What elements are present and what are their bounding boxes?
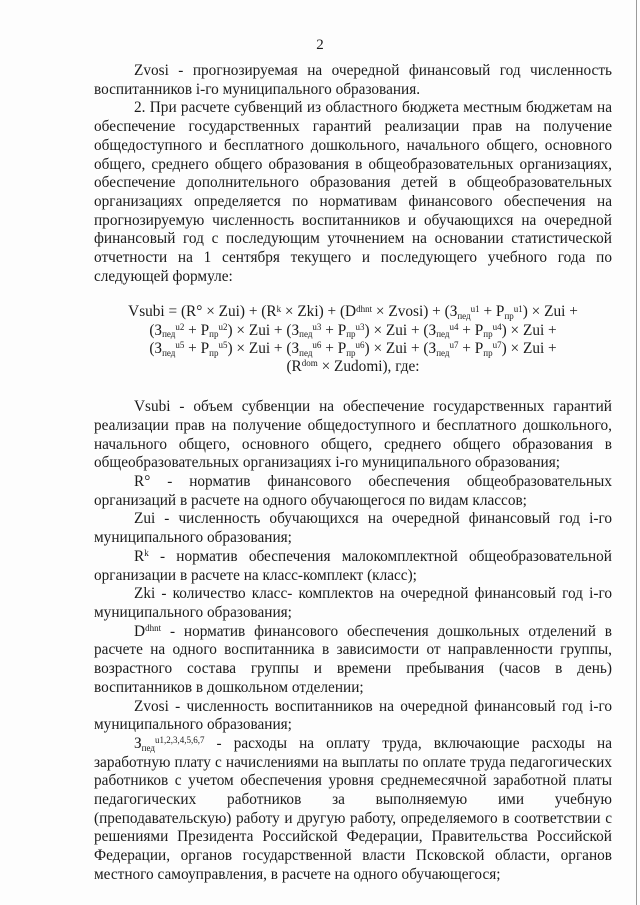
definition-r0: R° - норматив финансового обеспечения общеобразовательных организаций в расчете на одного обучающегося по видам классов;: [94, 473, 612, 509]
definition-zki: Zki - количество класс- комплектов на очередной финансовый год i-го муниципального образования;: [94, 585, 612, 621]
formula-line-4: ($R^{dom}$ × Zudomi), где:: [286, 358, 420, 376]
definition-zped: $З_{пед}^{u1,2,3,4,5,6,7}$ - расходы на оплату труда, включающие расходы на заработную плату с начислениями на выплаты по оплате труда педагогических работников с учетом обеспечения уровня среднемесячной заработной платы педагогических работников за выполняемую ими учебную (преподавательскую) работу и другую работу, определяемого в соответствии с решениями Президента Российской Федерации, Правительства Российской Федерации, органов государственной власти Псковской области, органов местного самоуправления, в расчете на одного обучающегося;: [94, 734, 612, 883]
definition-vsubi: Vsubi - объем субвенции на обеспечение государственных гарантий реализации прав на получение общедоступного и бесплатного дошкольного, начального общего, основного общего, среднего общего образования в общеобразовательных организациях i-го муниципального образования;: [94, 398, 612, 472]
page-number: 2: [316, 37, 324, 53]
definitions-list: [94, 398, 612, 884]
formula-line-1: Vsubi = $(R^\circ \times Zui) + (R^k \times Zki) + (D^{dhnt}$ × Zvosi) + $(З_{пед}^{u1} + Р_{пр}^{u1})$ × Zui +: [128, 303, 578, 322]
zvosi-intro-paragraph: Zvosi - прогнозируемая на очередной финансовый год численность воспитанников i-го муниципального образования.: [94, 62, 612, 98]
page-edge-line: [636, 0, 637, 905]
subvention-formula: [94, 303, 612, 376]
document-body: [94, 62, 612, 885]
item-2-paragraph: 2. При расчете субвенций из областного бюджета местным бюджетам на обеспечение государственных гарантий реализации прав на получение общедоступного и бесплатного дошкольного, начального общего, основного общего, среднего общего образования в общеобразовательных организациях, обеспечение дополнительного образования детей в общеобразовательных организациях определяется по нормативам финансового обеспечения на прогнозируемую численность воспитанников и обучающихся на очередной финансовый год с последующим уточнением на основании статистической отчетности на 1 сентября текущего и последующего учебного года по следующей формуле:: [94, 99, 612, 285]
definition-rk: $R^k$ - норматив обеспечения малокомплектной общеобразовательной организации в расчете на класс-комплект (класс);: [94, 547, 612, 584]
formula-line-3: $(З_{пед}^{u5} + Р_{пр}^{u5})$ × Zui + $(З_{пед}^{u6} + Р_{пр}^{u6})$ × Zui + $(З_{пед}^{u7} + Р_{пр}^{u7})$ × Zui +: [149, 339, 557, 358]
definition-ddhnt: $D^{dhnt}$ - норматив финансового обеспечения дошкольных отделений в расчете на одного воспитанника в зависимости от направленности группы, возрастного состава группы и времени пребывания (часов в день) воспитанников в дошкольном отделении;: [94, 622, 612, 696]
definition-zvosi: Zvosi - численность воспитанников на очередной финансовый год i-го муниципального образования;: [94, 697, 612, 734]
formula-line-2: $(З_{пед}^{u2} + Р_{пр}^{u2})$ × Zui + $(З_{пед}^{u3} + Р_{пр}^{u3})$ × Zui + $(З_{пед}^{u4} + Р_{пр}^{u4})$ × Zui +: [149, 321, 557, 340]
definition-zui: Zui - численность обучающихся на очередной финансовый год i-го муниципального образования;: [94, 510, 612, 547]
